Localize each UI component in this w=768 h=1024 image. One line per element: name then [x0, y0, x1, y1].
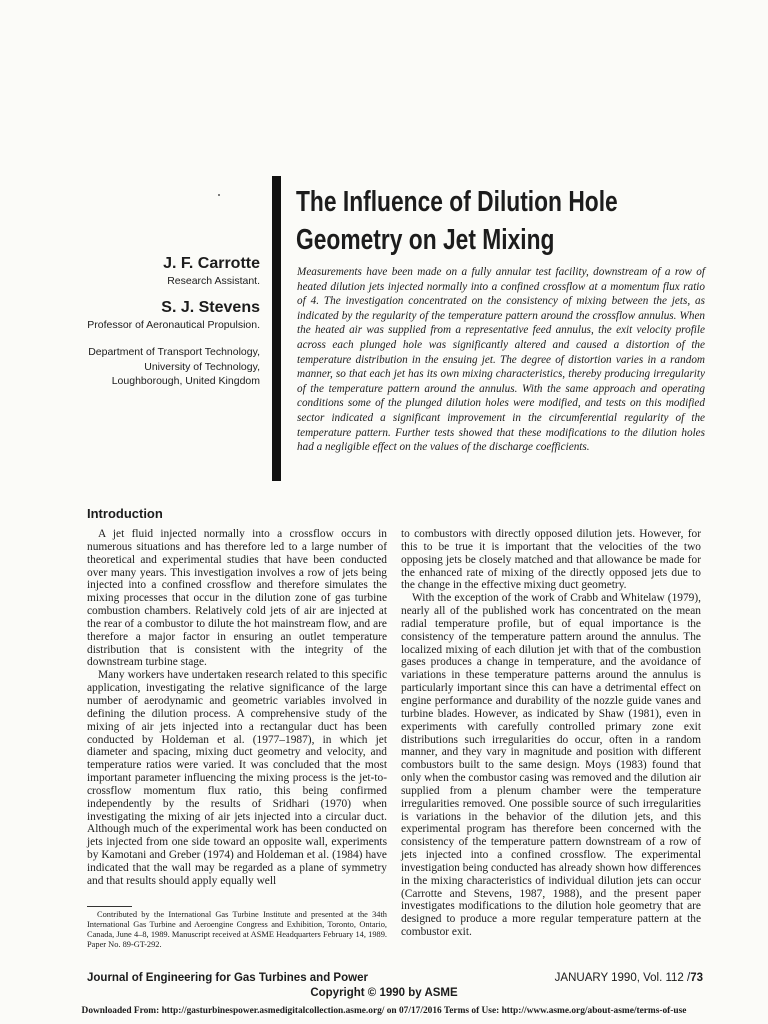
left-column	[87, 528, 387, 888]
affiliation	[60, 345, 260, 389]
title-line-1: The Influence of Dilution Hole	[296, 186, 618, 218]
section-heading: Introduction	[87, 506, 163, 521]
paper-title	[296, 183, 640, 259]
copyright-line: Copyright © 1990 by ASME	[310, 987, 458, 999]
author-1-name: J. F. Carrotte	[163, 255, 260, 272]
author-1-role: Research Assistant.	[167, 275, 260, 287]
author-1	[80, 254, 260, 288]
title-accent-bar	[272, 176, 281, 481]
right-column	[401, 528, 701, 939]
issue-info	[540, 972, 703, 984]
issue-date-volume: JANUARY 1990, Vol. 112 /	[554, 972, 691, 984]
affiliation-line-1: Department of Transport Technology,	[88, 346, 260, 358]
speck-mark	[218, 194, 220, 196]
footnote-rule	[87, 906, 132, 907]
right-paragraph-1: to combustors with directly opposed dilution jets. However, for this to be true it is important that the velocities of the two opposing jets be closely matched and that allowance be made for the enhanced rate of mixing of the directly opposed jets due to the change in the effective mixing duct geometry.	[401, 528, 701, 592]
affiliation-line-3: Loughborough, United Kingdom	[111, 375, 260, 387]
author-2-name: S. J. Stevens	[161, 299, 260, 316]
right-paragraph-2: With the exception of the work of Crabb and Whitelaw (1979), nearly all of the published work has concentrated on the mean radial temperature profile, but of equal importance is the consistency of the temperature pattern around the annulus. The localized mixing of each dilution jet with that of the combustion gases produces a change in temperature, and the avoidance of variations in these temperature patterns around the annulus is particularly important since this can have a detrimental effect on engine performance and durability of the nozzle guide vanes and turbine blades. However, as indicated by Shaw (1981), even in experiments with carefully controlled primary zone exit distributions such irregularities do occur, often in a random manner, and they vary in magnitude and position with different combustors built to the same design. Moys (1983) found that only when the combustor casing was removed and the dilution air supplied from a plenum chamber were the temperature irregularities removed. One possible source of such irregularities is variations in the behavior of the dilution jets, and this experimental program has therefore been concerned with the consistency of the temperature pattern downstream of a row of jets injected into a confined crossflow. The experimental investigation being conducted has already shown how differences in the mixing characteristics of individual dilution jets can occur (Carrotte and Stevens, 1987, 1988), and the present paper investigates modifications to the dilution hole geometry that are designed to produce a more regular temperature pattern at the combustor exit.	[401, 592, 701, 939]
affiliation-line-2: University of Technology,	[144, 360, 260, 373]
journal-name: Journal of Engineering for Gas Turbines and Power	[87, 972, 368, 984]
page-number: 73	[690, 972, 703, 984]
download-notice: Downloaded From: http://gasturbinespower.asmedigitalcollection.asme.org/ on 07/17/2016 Terms of Use: http://www.asme.org/about-asme/terms-of-use	[81, 1006, 687, 1016]
abstract: Measurements have been made on a fully annular test facility, downstream of a row of heated dilution jets injected normally into a confined crossflow at a momentum flux ratio of 4. The investigation concentrated on the consistency of mixing between the jets, as indicated by the regularity of the temperature pattern around the crossflow annulus. When the heated air was supplied from a representative feed annulus, the exit velocity profile across each plunged hole was significantly altered and caused a distortion of the temperature distribution in the ensuing jet. The degree of distortion varies in a random manner, so that each jet has its own mixing characteristics, thereby producing irregularity of the temperature pattern around the annulus. With the same approach and operating conditions some of the plunged dilution holes were modified, and tests on this modified sector indicated a significant improvement in the circumferential regularity of the temperature pattern. Further tests showed that these modifications to the dilution holes had a negligible effect on the values of the discharge coefficients.	[297, 266, 705, 454]
author-2	[60, 298, 260, 332]
footnote: Contributed by the International Gas Turbine Institute and presented at the 34th International Gas Turbine and Aeroengine Congress and Exhibition, Toronto, Ontario, Canada, June 4–8, 1989. Manuscript received at ASME Headquarters February 14, 1989. Paper No. 89-GT-292.	[87, 910, 387, 949]
author-2-role: Professor of Aeronautical Propulsion.	[87, 319, 260, 331]
title-line-2: Geometry on Jet Mixing	[296, 224, 555, 256]
left-paragraph-1: A jet fluid injected normally into a crossflow occurs in numerous situations and has therefore led to a large number of theoretical and experimental studies that have been conducted over many years. This investigation involves a row of jets being injected into a confined crossflow and therefore simulates the mixing processes that occur in the dilution zone of gas turbine combustion chambers. Relatively cold jets of air are injected at the rear of a combustor to dilute the hot mainstream flow, and are therefore a major factor in ensuring an outlet temperature distribution that is consistent with the integrity of the downstream turbine stage.	[87, 528, 387, 669]
left-paragraph-2: Many workers have undertaken research related to this specific application, investigating the relative significance of the large number of aerodynamic and geometric variables involved in defining the dilution process. A comprehensive study of the mixing of air jets injected into a rectangular duct has been conducted by Holdeman et al. (1977–1987), in which jet diameter and spacing, mixing duct geometry and velocity, and temperature ratios were varied. It was concluded that the most important parameter influencing the mixing process is the jet-to-crossflow momentum flux ratio, this being confirmed independently by the results of Sridhari (1970) when investigating the mixing of air jets injected into a circular duct. Although much of the experimental work has been conducted on jets injected from one side toward an opposite wall, experiments by Kamotani and Greber (1974) and Holdeman et al. (1984) have indicated that the wall may be regarded as a plane of symmetry and that results should apply equally well	[87, 669, 387, 887]
